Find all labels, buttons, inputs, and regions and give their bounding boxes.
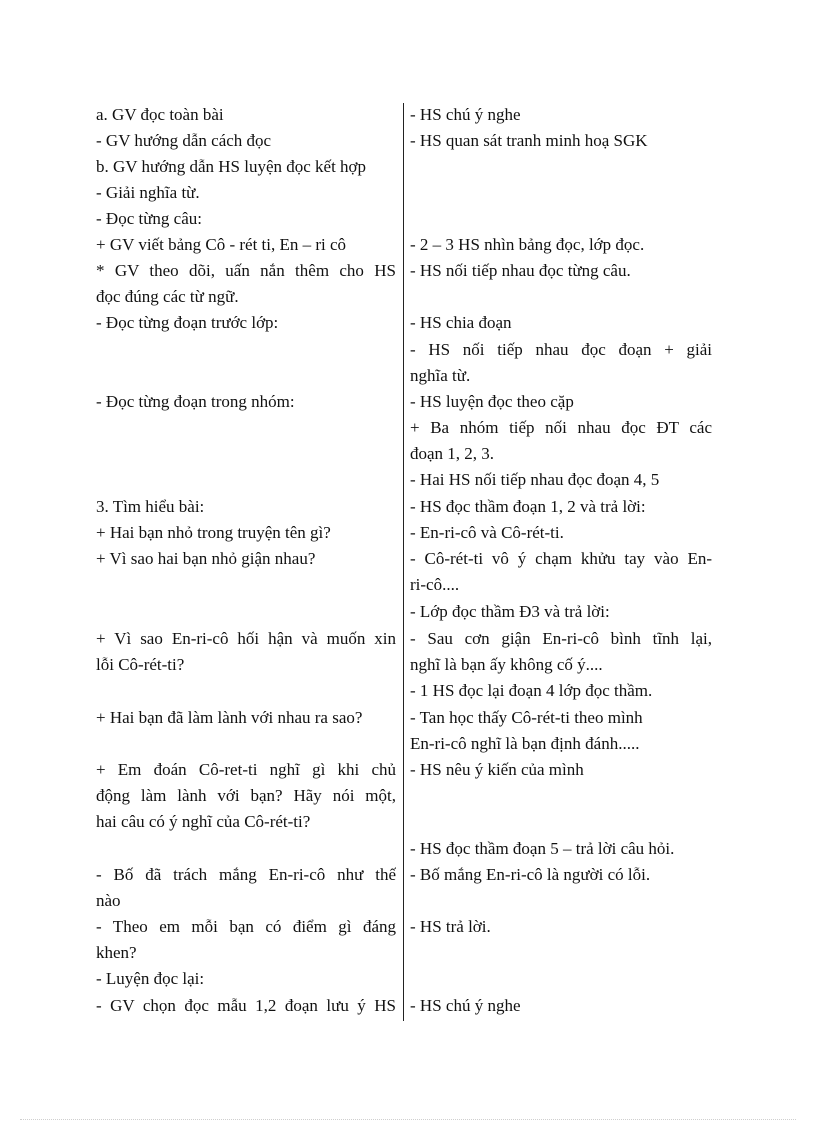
teacher-line: a. GV đọc toàn bài: [96, 105, 224, 124]
teacher-line: đọc đúng các từ ngữ.: [96, 287, 239, 306]
teacher-line: - Theo em mỗi bạn có điểm gì đáng: [96, 917, 396, 936]
teacher-line: + Hai bạn đã làm lành với nhau ra sao?: [96, 708, 363, 727]
teacher-line: - GV chọn đọc mẫu 1,2 đoạn lưu ý HS: [96, 996, 396, 1015]
student-line: + Ba nhóm tiếp nối nhau đọc ĐT các: [410, 418, 712, 437]
student-line: - HS luyện đọc theo cặp: [410, 392, 574, 411]
student-line: - 2 – 3 HS nhìn bảng đọc, lớp đọc.: [410, 235, 645, 254]
student-line: - Bố mắng En-ri-cô là người có lỗi.: [410, 865, 651, 884]
student-line: - HS chia đoạn: [410, 313, 512, 332]
student-line: - Tan học thấy Cô-rét-ti theo mình: [410, 708, 643, 727]
teacher-line: động làm lành với bạn? Hãy nói một,: [96, 786, 396, 805]
student-line: nghĩ là bạn ấy không cố ý....: [410, 655, 603, 674]
teacher-line: - Đọc từng đoạn trong nhóm:: [96, 392, 295, 411]
student-line: - Sau cơn giận En-ri-cô bình tĩnh lại,: [410, 629, 712, 648]
student-line: - HS nêu ý kiến của mình: [410, 760, 584, 779]
teacher-line: + Hai bạn nhỏ trong truyện tên gì?: [96, 523, 331, 542]
student-line: - HS đọc thầm đoạn 5 – trả lời câu hỏi.: [410, 839, 675, 858]
student-line: đoạn 1, 2, 3.: [410, 444, 495, 463]
teacher-line: lỗi Cô-rét-ti?: [96, 655, 185, 674]
student-line: - 1 HS đọc lại đoạn 4 lớp đọc thầm.: [410, 681, 653, 700]
teacher-line: - Bố đã trách mắng En-ri-cô như thế: [96, 865, 396, 884]
column-divider: [403, 103, 404, 1021]
student-line: - HS chú ý nghe: [410, 996, 521, 1015]
teacher-line: - Giải nghĩa từ.: [96, 183, 200, 202]
teacher-line: + GV viết bảng Cô - rét ti, En – ri cô: [96, 235, 347, 254]
teacher-line: hai câu có ý nghĩ của Cô-rét-ti?: [96, 812, 311, 831]
teacher-line: + Em đoán Cô-ret-ti nghĩ gì khi chủ: [96, 760, 396, 779]
student-line: ri-cô....: [410, 575, 460, 594]
teacher-line: * GV theo dõi, uấn nắn thêm cho HS: [96, 261, 396, 280]
page-bottom-rule: [20, 1119, 796, 1120]
teacher-line: - Đọc từng câu:: [96, 209, 202, 228]
teacher-line: + Vì sao En-ri-cô hối hận và muốn xin: [96, 629, 396, 648]
student-line: - HS đọc thầm đoạn 1, 2 và trả lời:: [410, 497, 646, 516]
teacher-line: - Luyện đọc lại:: [96, 969, 205, 988]
student-line: - HS quan sát tranh minh hoạ SGK: [410, 131, 648, 150]
teacher-line: 3. Tìm hiểu bài:: [96, 497, 205, 516]
student-line: - HS nối tiếp nhau đọc đoạn + giải: [410, 340, 712, 359]
teacher-line: + Vì sao hai bạn nhỏ giận nhau?: [96, 549, 316, 568]
teacher-line: - GV hướng dẫn cách đọc: [96, 131, 272, 150]
student-line: - HS trả lời.: [410, 917, 491, 936]
student-line: nghĩa từ.: [410, 366, 471, 385]
student-line: - Hai HS nối tiếp nhau đọc đoạn 4, 5: [410, 470, 660, 489]
student-line: - HS nối tiếp nhau đọc từng câu.: [410, 261, 631, 280]
teacher-line: b. GV hướng dẫn HS luyện đọc kết hợp: [96, 157, 367, 176]
student-line: - En-ri-cô và Cô-rét-ti.: [410, 523, 564, 542]
teacher-line: nào: [96, 891, 121, 910]
student-line: En-ri-cô nghĩ là bạn định đánh.....: [410, 734, 640, 753]
student-line: - Cô-rét-ti vô ý chạm khửu tay vào En-: [410, 549, 712, 568]
student-line: - Lớp đọc thầm Đ3 và trả lời:: [410, 602, 610, 621]
student-line: - HS chú ý nghe: [410, 105, 521, 124]
teacher-line: khen?: [96, 943, 137, 962]
teacher-line: - Đọc từng đoạn trước lớp:: [96, 313, 279, 332]
